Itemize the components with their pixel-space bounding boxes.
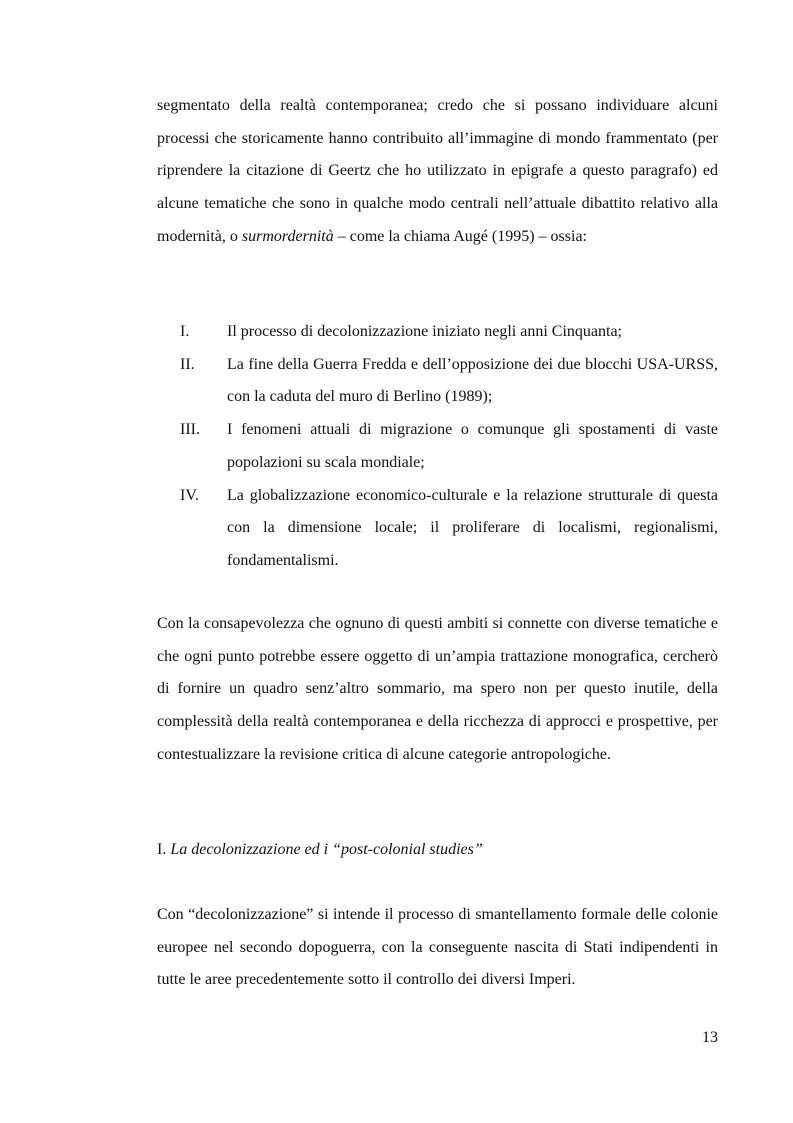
list-item-text: I fenomeni attuali di migrazione o comunque gli spostamenti di vaste popolazioni su scala mondiale; (227, 421, 718, 471)
paragraph-intro-text-end: – come la chiama Augé (1995) – ossia: (333, 227, 587, 245)
section-heading-title: La decolonizzazione ed i “post-colonial studies” (170, 841, 483, 858)
list-item-numeral: I. (180, 323, 190, 340)
list-item (157, 349, 718, 414)
paragraph-intro (157, 90, 718, 254)
list-item-text: Il processo di decolonizzazione iniziato negli anni Cinquanta; (227, 323, 622, 340)
numbered-list (157, 316, 718, 578)
section-heading (157, 838, 483, 862)
paragraph-context: Con la consapevolezza che ognuno di questi ambiti si connette con diverse tematiche e che ogni punto potrebbe essere oggetto di un’ampia trattazione monografica, cercherò di fornire un quadro senz’altro sommario, ma spero non per questo inutile, della complessità della realtà contemporanea e della ricchezza di approcci e prospettive, per contestualizzare la revisione critica di alcune categorie antropologiche. (157, 615, 718, 763)
list-item (157, 316, 718, 349)
paragraph-decolonization: Con “decolonizzazione” si intende il processo di smantellamento formale delle colonie europee nel secondo dopoguerra, con la conseguente nascita di Stati indipendenti in tutte le aree precedentemente sotto il controllo dei diversi Imperi. (157, 906, 718, 989)
paragraph-intro-text: segmentato della realtà contemporanea; credo che si possano individuare alcuni processi che storicamente hanno contribuito all’immagine di mondo frammentato (per riprendere la citazione di Geertz che ho utilizzato in epigrafe a questo paragrafo) ed alcune tematiche che sono in qualche modo centrali nell’attuale dibattito relativo alla modernità, o (157, 97, 718, 245)
list-item-text: La fine della Guerra Fredda e dell’opposizione dei due blocchi USA-URSS, con la caduta del muro di Berlino (1989); (227, 355, 718, 406)
paragraph-intro-italic-term: surmordernità (241, 227, 334, 245)
list-item (157, 414, 718, 479)
page-number: 13 (702, 1029, 718, 1046)
list-item-numeral: II. (180, 355, 195, 373)
section-heading-numeral: I. (157, 841, 167, 858)
list-item-text: La globalizzazione economico-culturale e la relazione strutturale di questa con la dimensione locale; il proliferare di localismi, regionalismi, fondamentalismi. (227, 486, 718, 569)
list-item-numeral: III. (180, 421, 200, 439)
list-item-numeral: IV. (180, 486, 199, 504)
list-item (157, 480, 718, 578)
